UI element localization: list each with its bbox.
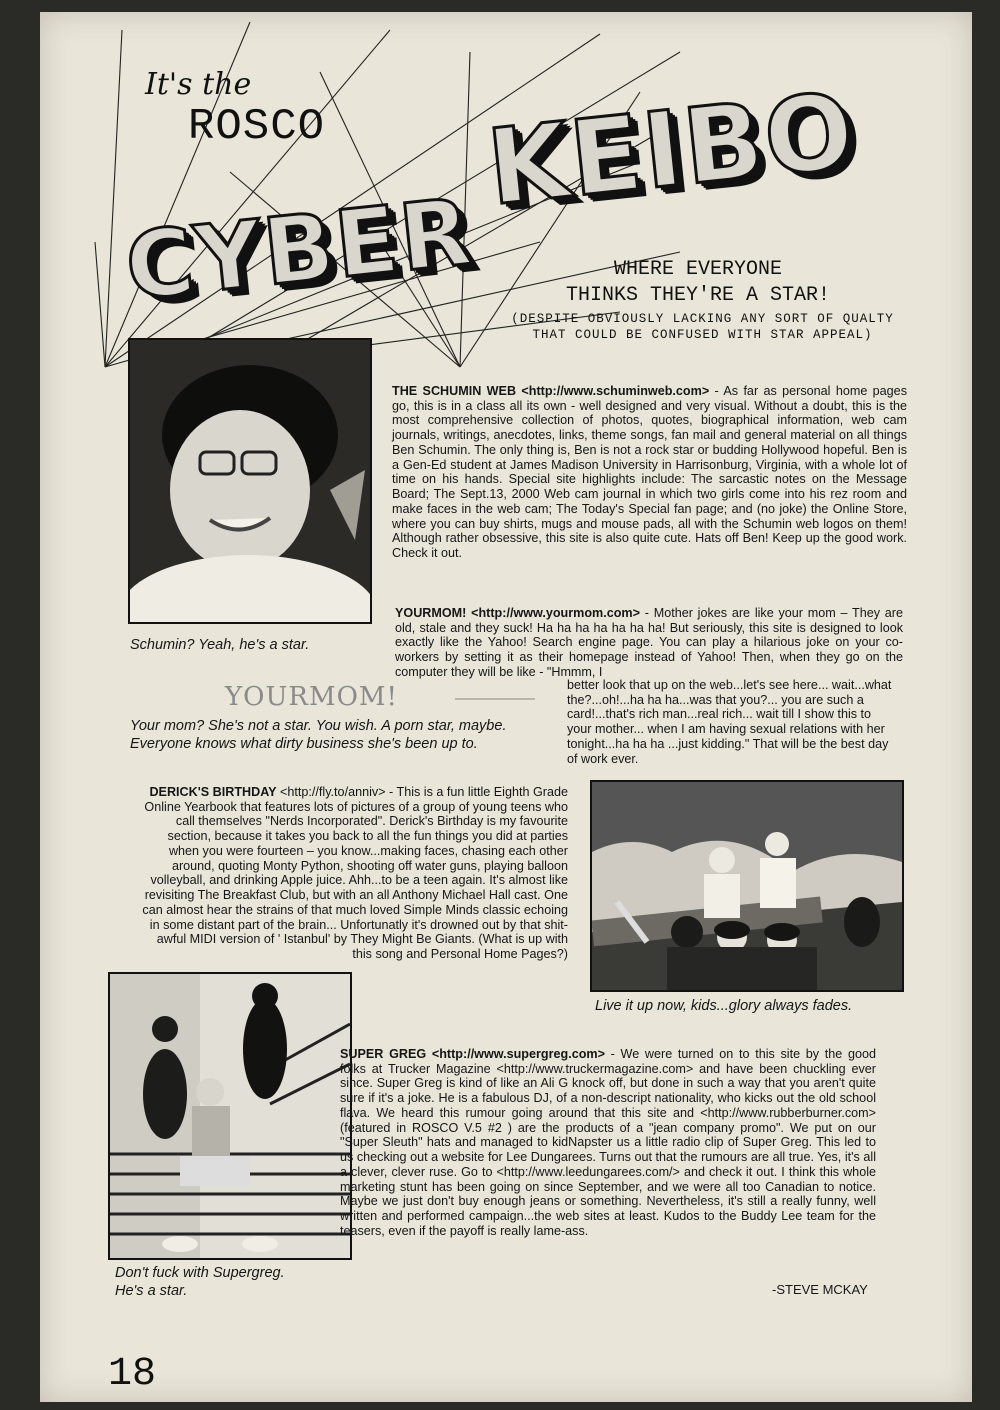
derick-article	[140, 785, 568, 962]
schumin-photo	[128, 338, 372, 624]
tagline-paren2: THAT COULD BE CONFUSED WITH STAR APPEAL)	[532, 328, 873, 342]
schumin-title: THE SCHUMIN WEB <http://www.schuminweb.com>	[392, 384, 710, 398]
logo-smear	[455, 698, 535, 700]
supergreg-photo	[108, 972, 352, 1260]
derick-body: - This is a fun little Eighth Grade Online Yearbook that features lots of pictures of a group of young teens who call themselves "Nerds Incorporated". Derick's Birthday is my favourite section, because it takes you back to all the fun things you did at parties when you were fourteen – you know...making faces, chasing each other around, quoting Monty Python, shooting off water guns, playing balloon volleyball, and drinking Apple juice. Ahh...to be a teen again. It's almost like revisiting The Breakfast Club, but with an all Anthony Michael Hall cast. One can almost hear the strains of that much loved Simple Minds classic echoing in some distant part of the brain... Unfortunatly it's drowned out by that shit-awful MIDI version of ' Istanbul' by They Might Be Giants. (What is up with this song and Personal Home Pages?)	[142, 785, 568, 962]
header-keibo: KEIBO	[482, 69, 861, 229]
page-number: 18	[108, 1352, 157, 1397]
supergreg-title: SUPER GREG <http://www.supergreg.com>	[340, 1047, 605, 1061]
magazine-page	[40, 12, 972, 1402]
yourmom-logo: YOURMOM!	[225, 682, 398, 712]
yourmom-body2: better look that up on the web...let's see here... wait...what the?...oh!...ha ha ha...was that you?... you are such a card!...that's rich man...real rich... wait till I show this to your mother... when I am having sexual relations with her tonight...ha ha ha ...just kidding." That will be the best day of work ever.	[567, 678, 892, 766]
tagline-line2: THINKS THEY'RE A STAR!	[565, 284, 831, 307]
header-script: It's the	[145, 67, 252, 102]
tagline-paren1: (DESPITE OBVIOUSLY LACKING ANY SORT OF QUALTY	[511, 312, 894, 326]
schumin-caption: Schumin? Yeah, he's a star.	[130, 637, 310, 653]
derick-group-photo	[590, 780, 904, 992]
supergreg-caption-1: Don't fuck with Supergreg.	[115, 1265, 285, 1281]
yourmom-title: YOURMOM! <http://www.yourmom.com>	[395, 606, 640, 620]
yourmom-body1: - Mother jokes are like your mom – They are old, stale and they suck! Ha ha ha ha ha ha ha! But seriously, this site is designed to look exactly like the Yahoo! Search engine page. You can play a hilarious joke on your co-workers by setting it as their homepage instead of Yahoo! Then, when they go on the computer they will be like - "Hmmm, I	[395, 606, 903, 679]
yourmom-article	[395, 606, 903, 680]
tagline-line1: WHERE EVERYONE	[613, 258, 783, 281]
header-cyber: CYBER	[120, 178, 479, 321]
yourmom-caption: Your mom? She's not a star. You wish. A porn star, maybe. Everyone knows what dirty business she's been up to.	[130, 718, 507, 753]
schumin-article	[392, 384, 907, 561]
derick-url: <http://fly.to/anniv>	[276, 785, 386, 799]
supergreg-article	[340, 1047, 876, 1239]
supergreg-body: - We were turned on to this site by the good folks at Trucker Magazine <http://www.truckermagazine.com> and have been chuckling ever since. Super Greg is kind of like an Ali G knock off, but done in such a way that you aren't quite sure if it's a joke. He is a fabulous DJ, of a non-descript nationality, who kicks out the old school flava. We heard this rumour going around that this site and <http://www.rubberburner.com> (featured in ROSCO V.5 #2 ) are the products of a "jean company promo". We put on our "Super Sleuth" hats and managed to kidNapster us a little radio clip of Super Greg. This led to us checking out a website for Lee Dungarees. Turns out that the rumours are all true. Yes, it's all a clever, clever ruse. Go to <http://www.leedungarees.com/> and check it out. I think this whole marketing stunt has been going on since September, and we were all too Canadian to notice. Maybe we just don't buy enough jeans or something. Nevertheless, it's still a really funny, well written and performed campaign...the web sites at least. Kudos to the Buddy Lee team for the teasers, even if the payoff is really lame-ass.	[340, 1047, 877, 1238]
derick-title: DERICK'S BIRTHDAY	[149, 785, 277, 799]
byline: -STEVE MCKAY	[772, 1282, 868, 1297]
derick-caption: Live it up now, kids...glory always fades.	[595, 998, 853, 1014]
schumin-body: - As far as personal home pages go, this is in a class all its own - well designed and very visual. Without a doubt, this is the most comprehensive collection of photos, quotes, biographical information, web cam journals, writings, anecdotes, links, theme songs, fan mail and general material on all things Ben Schumin. The only thing is, Ben is not a rock star or budding Hollywood hopeful. Ben is a Gen-Ed student at James Madison University in Harrisonburg, Virginia, with a whole lot of time on his hands. Special site highlights include: The sarcastic notes on the Message Board; The Sept.13, 2000 Web cam journal in which two girls come into his rez room and make faces in the web cam; The Today's Special fan page; and (no joke) the Online Store, where you can buy shirts, mugs and mouse pads, all with the Schumin web logos on them! Although rather obsessive, this site is also quite cute. Hats off Ben! Keep up the good work. Check it out.	[392, 384, 907, 561]
supergreg-caption-2: He's a star.	[115, 1283, 188, 1299]
header-rosco: ROSCO	[188, 102, 326, 152]
